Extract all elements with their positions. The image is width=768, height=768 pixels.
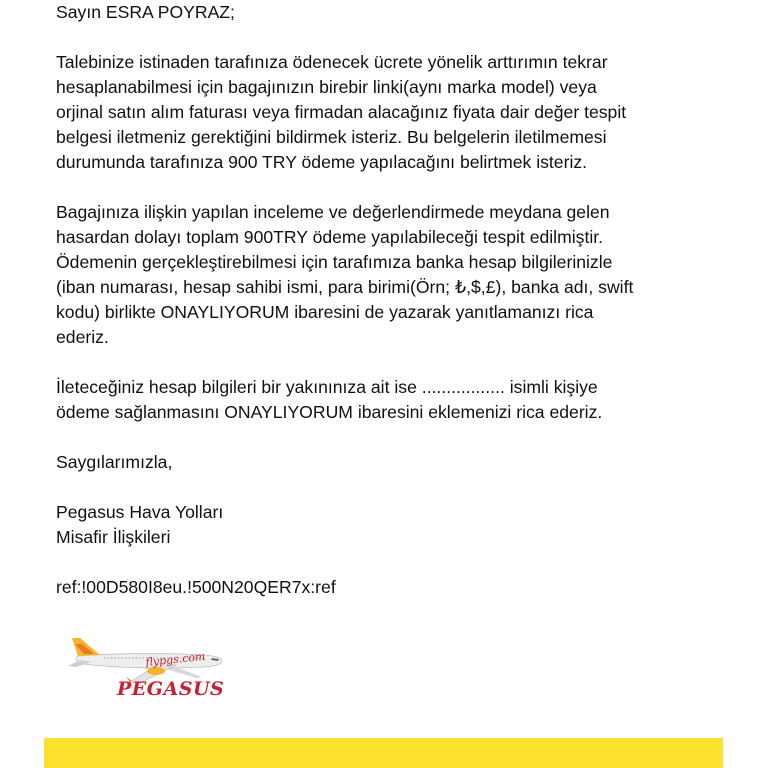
signature (56, 500, 716, 550)
paragraph-line: hesaplanabilmesi için bagajınızın birebir linki(aynı marka model) veya (56, 77, 597, 97)
paragraph-line: kodu) birlikte ONAYLIYORUM ibaresini de yazarak yanıtlamanızı rica (56, 302, 594, 322)
paragraph-line: Talebinize istinaden tarafınıza ödenecek ücrete yönelik arttırımın tekrar (56, 52, 608, 72)
paragraph-line: ödeme sağlanmasını ONAYLIYORUM ibaresini eklemenizi rica ederiz. (56, 402, 603, 422)
closing: Saygılarımızla, (56, 452, 173, 472)
signature-department: Misafir İlişkileri (56, 527, 171, 547)
fuselage-text: flypgs.com (144, 650, 206, 669)
reference-code: ref:!00D580I8eu.!500N20QER7x:ref (56, 577, 336, 597)
email-body (56, 0, 716, 600)
paragraph-line: belgesi iletmeniz gerektiğini bildirmek isteriz. Bu belgelerin iletilmemesi (56, 127, 607, 147)
paragraph-line: durumunda tarafınıza 900 TRY ödeme yapılacağını belirtmek isteriz. (56, 152, 588, 172)
fuselage-text-icon (144, 650, 224, 674)
greeting: Sayın ESRA POYRAZ; (56, 2, 235, 22)
paragraph-arttirim (56, 50, 716, 175)
signature-company: Pegasus Hava Yolları (56, 502, 224, 522)
paragraph-line: Bagajınıza ilişkin yapılan inceleme ve değerlendirmede meydana gelen (56, 202, 610, 222)
paragraph-line: İleteceğiniz hesap bilgileri bir yakınınıza ait ise ................. isimli kişiye (56, 377, 598, 397)
pegasus-logo (64, 630, 234, 710)
paragraph-line: (iban numarası, hesap sahibi ismi, para birimi(Örn; ₺,$,£), banka adı, swift (56, 277, 634, 297)
brand-wordmark: PEGASUS (117, 678, 225, 700)
paragraph-hesap-bilgileri (56, 375, 716, 425)
paragraph-line: hasardan dolayı toplam 900TRY ödeme yapılabileceği tespit edilmiştir. (56, 227, 604, 247)
footer-bar (44, 738, 723, 768)
paragraph-line: Ödemenin gerçekleştirebilmesi için tarafımıza banka hesap bilgilerinizle (56, 252, 613, 272)
paragraph-odeme (56, 200, 716, 350)
paragraph-line: orjinal satın alım faturası veya firmadan alacağınız fiyata dair değer tespit (56, 102, 627, 122)
paragraph-line: ederiz. (56, 327, 109, 347)
